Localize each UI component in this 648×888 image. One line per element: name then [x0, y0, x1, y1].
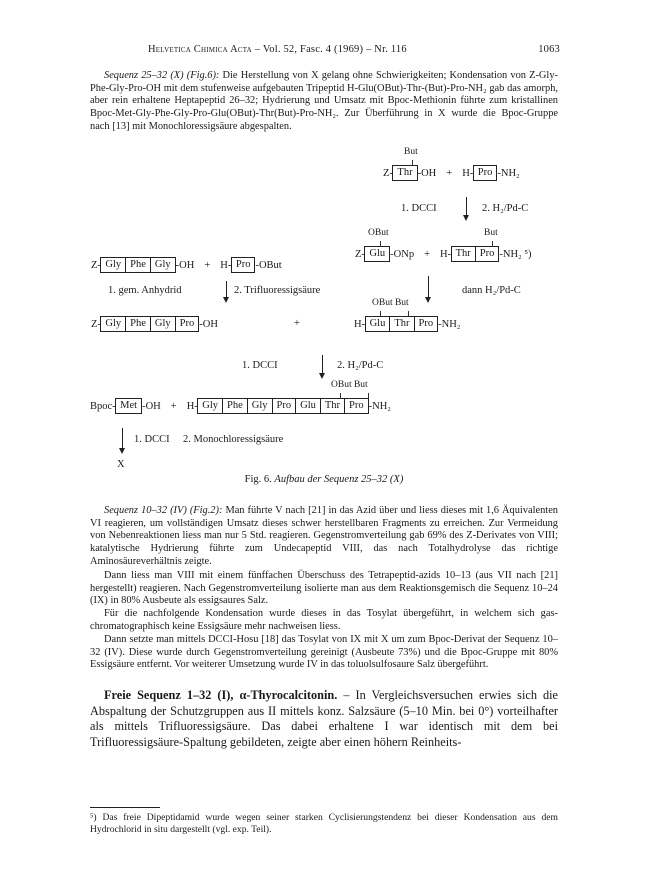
residue-gly: Gly — [100, 257, 126, 273]
residue-pro: Pro — [414, 316, 439, 332]
n-terminal-group: Z — [355, 248, 362, 260]
residue-pro: Pro — [272, 398, 297, 414]
residue-phe: Phe — [125, 257, 151, 273]
reaction-arrow — [322, 355, 323, 375]
protecting-group-label: OBut — [368, 228, 389, 238]
c-terminal-group: -NH₂ — [368, 400, 391, 412]
n-terminal-group: Bpoc — [90, 400, 113, 412]
paragraph-lead: Sequenz 10–32 (IV) (Fig.2): — [104, 505, 223, 516]
residue-gly: Gly — [150, 257, 176, 273]
residue-gly: Gly — [247, 398, 273, 414]
residue-gly: Gly — [100, 316, 126, 332]
residue-thr: Thr — [320, 398, 345, 414]
peptide-chain: Bpoc - Met -OH + H - Gly Phe Gly Pro Glu Thr Pro -NH₂ — [90, 398, 391, 414]
reaction-step-label: 1. DCCI — [134, 434, 170, 445]
product-label: X — [117, 459, 125, 470]
paragraph-sequenz-25-32 — [90, 70, 558, 134]
n-terminal-group: H — [220, 259, 228, 271]
residue-pro: Pro — [475, 246, 500, 262]
residue-pro: Pro — [344, 398, 369, 414]
residue-glu: Glu — [364, 246, 390, 262]
c-terminal-group: -NH₂ ⁵) — [499, 248, 532, 260]
footnote: ⁵) Das freie Dipeptidamid wurde wegen seiner starken Cyclisierungstendenz bei dieser Kondensation aus dem Hydrochlorid in situ dargestellt (vgl. exp. Teil). — [90, 812, 558, 835]
bond-tick — [380, 311, 381, 316]
c-terminal-group: -OH — [199, 318, 218, 330]
reaction-arrow — [466, 197, 467, 217]
running-header — [148, 44, 560, 55]
reaction-arrow — [122, 428, 123, 450]
c-terminal-group: -NH₂ — [438, 318, 461, 330]
protecting-group-label: OBut But — [372, 298, 409, 308]
reaction-step-label: dann H₂/Pd-C — [462, 285, 521, 296]
c-terminal-group: -OH — [142, 400, 161, 412]
paragraph-text: Die Herstellung von X gelang ohne Schwierigkeiten; Kondensation von Z-Gly-Phe-Gly-Pro-OH mit dem stufenweise aufgebauten Tripeptid H-Glu(OBut)-Thr-(But)-Pro-NH₂ gab das amorph, aber rein erhaltene Heptapeptid 26–32; Hydrierung und Umsatz mit Bpoc-Methionin führte zum kristallinen Bpoc-Met-Gly-Phe-Gly-Pro-Glu(OBut)-Thr(But)-Pro-NH₂. Zur Überführung in X wurde die Bpoc-Gruppe nach [13] mit Monochloressigsäure abgespalten. — [90, 70, 558, 132]
reaction-step-label: 1. gem. Anhydrid — [108, 285, 182, 296]
residue-thr: Thr — [451, 246, 476, 262]
reaction-step-label: 1. DCCI — [242, 360, 278, 371]
c-terminal-group: -OH — [417, 167, 437, 179]
bond-tick — [368, 393, 369, 398]
bond-tick — [408, 311, 409, 316]
paragraph-sequenz-10-32 — [90, 505, 558, 569]
residue-gly: Gly — [150, 316, 176, 332]
reaction-step-label: 2. H₂/Pd-C — [482, 203, 529, 214]
residue-pro: Pro — [231, 257, 256, 273]
reaction-arrow — [428, 276, 429, 299]
n-terminal-group: Z — [91, 318, 98, 330]
protecting-group-label: But — [484, 228, 498, 238]
figure-title: Aufbau der Sequenz 25–32 (X) — [274, 474, 404, 485]
paragraph-lead: Sequenz 25–32 (X) (Fig.6): — [104, 70, 220, 81]
n-terminal-group: H — [354, 318, 362, 330]
plus-sign: + — [294, 318, 300, 329]
footnote-rule — [90, 807, 160, 808]
c-terminal-group: -OH — [175, 259, 195, 271]
paragraph-freie-sequenz — [90, 688, 558, 750]
residue-pro: Pro — [175, 316, 200, 332]
n-terminal-group: H — [440, 248, 448, 260]
reaction-step-label: 1. DCCI — [401, 203, 437, 214]
residue-phe: Phe — [125, 316, 151, 332]
peptide-chain: Z - Gly Phe Gly -OH + H - Pro -OBut — [91, 257, 282, 273]
residue-met: Met — [115, 398, 142, 414]
n-terminal-group: Z — [383, 167, 390, 179]
reaction-step-label: 2. Monochloressigsäure — [183, 434, 284, 445]
c-terminal-group: -NH₂ — [497, 167, 520, 179]
plus-sign: + — [446, 167, 453, 179]
bond-tick — [412, 160, 413, 165]
plus-sign: + — [204, 259, 211, 271]
figure-label: Fig. 6. — [244, 474, 272, 485]
plus-sign: + — [424, 248, 431, 260]
bond-tick — [492, 241, 493, 246]
paragraph-text: – In Vergleichsversuchen erwies sich die Abspaltung der Schutzgruppen aus II mittels konz. Salzsäure (5–10 Min. bei 0°) vorteilhafter als mittels Trifluoressigsäure. Das dabei erhaltene I war identisch mit dem bei Trifluoressigsäure-Spaltung gebildeten, zeigte aber einen höhern Reinheits- — [90, 688, 558, 749]
reaction-step-label: 2. Trifluoressigsäure — [234, 285, 321, 296]
c-terminal-group: -OBut — [255, 259, 282, 271]
page-number: 1063 — [538, 44, 560, 55]
peptide-chain: Z - Glu -ONp + H - Thr Pro -NH₂ ⁵) — [355, 246, 531, 262]
residue-glu: Glu — [365, 316, 391, 332]
residue-pro: Pro — [473, 165, 498, 181]
paragraph-text: Dann liess man VIII mit einem fünffachen Überschuss des Tetrapeptid-azids 10–13 (aus VII nach [21] hergestellt) reagieren. Nach Gegenstromverteilung isolierte man aus dem Reaktionsgemisch die Sequenz 10–24 (IX) in 80% Ausbeute als essigsaures Salz. — [90, 570, 558, 607]
journal-name: Helvetica Chimica Acta — [148, 44, 252, 55]
paragraph-text: Man führte V nach [21] in das Azid über und liess dieses mit 1,6 Äquivalenten VI reagieren, um vollständigen Umsatz dieses schwer herstellbaren Fragments zu erreichen. Zur Vermeidung von Nebenreaktionen liess man nur 5 Std. reagieren. Gegenstromverteilung gab 69% des Z-Derivates von VIII; katalytische Hydrierung führte zum Undecapeptid VIII, das nach Totalhydrolyse das richtige Aminosäureverhältnis zeigte. — [90, 505, 558, 567]
issue-info: – Vol. 52, Fasc. 4 (1969) – Nr. 116 — [254, 44, 407, 55]
paragraph-text: Dann setzte man mittels DCCI-Hosu [18] das Tosylat von IX mit X um zum Bpoc-Derivat der Sequenz 10–32 (IV). Diese wurde durch Gegenstromverteilung gereinigt (Ausbeute 73%) und die Bpoc-Gruppe mit 80% Essigsäure entfernt. Vor weiterer Umsetzung wurde IV in das toluolsulfosaure Salz übergeführt. — [90, 634, 558, 671]
residue-phe: Phe — [222, 398, 248, 414]
reaction-arrow — [226, 281, 227, 299]
residue-thr: Thr — [392, 165, 417, 181]
protecting-group-label: But — [404, 147, 418, 157]
paragraph-text: Für die nachfolgende Kondensation wurde dieses in das Tosylat übergeführt, in welchem sich gas-chromatographisch keine Essigsäure mehr nachweisen liess. — [90, 608, 558, 632]
residue-gly: Gly — [197, 398, 223, 414]
section-heading: Freie Sequenz 1–32 (I), α-Thyrocalcitonin. — [104, 688, 338, 702]
bond-tick — [340, 393, 341, 398]
peptide-chain: Z - Thr -OH + H - Pro -NH₂ — [383, 165, 520, 181]
plus-sign: + — [170, 400, 177, 412]
reaction-step-label: 2. H₂/Pd-C — [337, 360, 384, 371]
peptide-chain: H - Glu Thr Pro -NH₂ — [354, 316, 460, 332]
n-terminal-group: H — [186, 400, 195, 412]
n-terminal-group: Z — [91, 259, 98, 271]
figure-caption — [0, 474, 648, 485]
residue-glu: Glu — [295, 398, 321, 414]
n-terminal-group: H — [462, 167, 470, 179]
peptide-chain: Z - Gly Phe Gly Pro -OH — [91, 316, 218, 332]
protecting-group-label: OBut But — [331, 380, 368, 390]
bond-tick — [380, 241, 381, 246]
c-terminal-group: -ONp — [390, 248, 415, 260]
residue-thr: Thr — [389, 316, 414, 332]
